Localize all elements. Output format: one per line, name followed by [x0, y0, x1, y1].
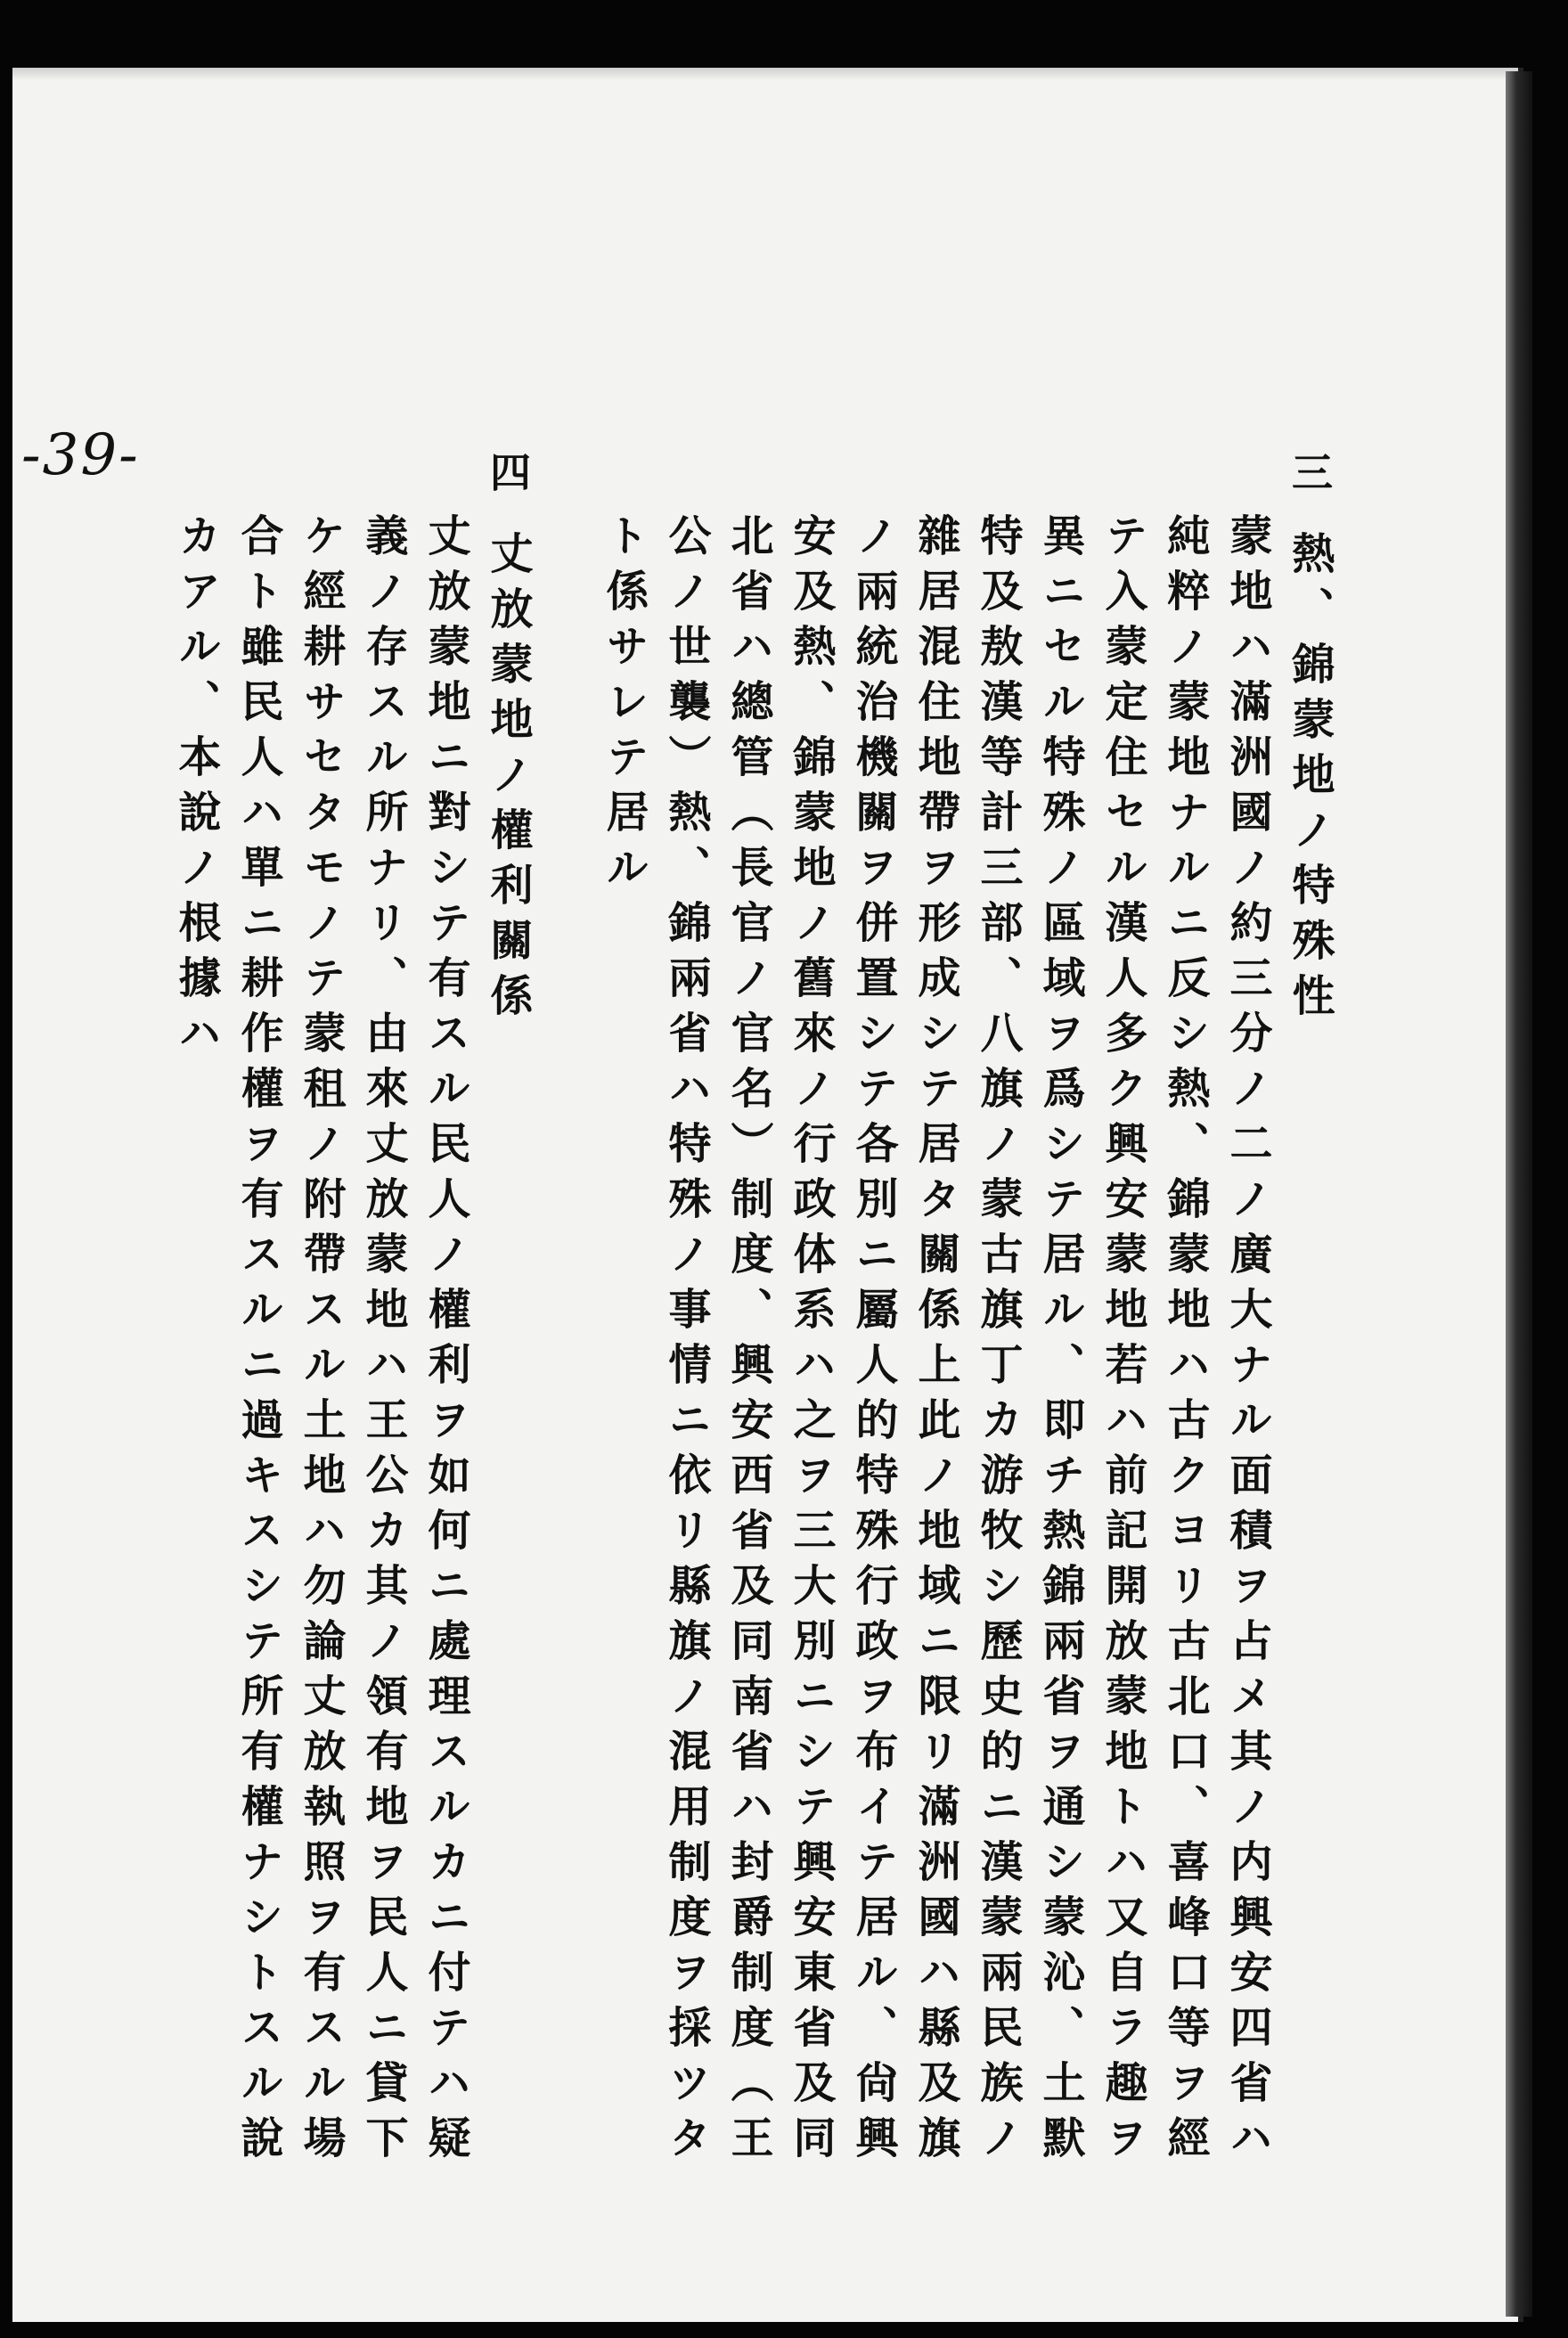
section-3-line: テ入蒙定住セル漢人多ク興安蒙地若ハ前記開放蒙地トハ又自ラ趣ヲ [1098, 513, 1147, 2170]
section-3-line: 蒙地ハ滿洲國ノ約三分ノ二ノ廣大ナル面積ヲ占メ其ノ内興安四省ハ [1222, 513, 1272, 2170]
section-4-marker: 四 [484, 451, 532, 504]
section-4-line: ケ經耕サセタモノテ蒙租ノ附帶スル土地ハ勿論丈放執照ヲ有スル場 [296, 513, 346, 2170]
section-3-line: 北省ハ總管（長官ノ官名）制度、興安西省及同南省ハ封爵制度（王 [723, 513, 773, 2170]
page-top-edge [12, 68, 1518, 80]
section-3-heading: 熱、錦蒙地ノ特殊性 [1285, 531, 1335, 1028]
section-4-line: 丈放蒙地ニ對シテ有スル民人ノ權利ヲ如何ニ處理スルカニ付テハ疑 [421, 513, 470, 2170]
section-3-line: 異ニセル特殊ノ區域ヲ爲シテ居ル、即チ熱錦兩省ヲ通シ蒙沁、土默 [1035, 513, 1085, 2170]
book-spine-shadow [1506, 71, 1532, 2317]
section-4-line: 合ト雖民人ハ單ニ耕作權ヲ有スルニ過キスシテ所有權ナシトスル說 [233, 513, 283, 2170]
section-3-line: 安及熱、錦蒙地ノ舊來ノ行政体系ハ之ヲ三大別ニシテ興安東省及同 [786, 513, 836, 2170]
section-3-line: ト係サレテ居ル [599, 513, 649, 900]
section-4-heading: 丈放蒙地ノ權利關係 [483, 531, 533, 1028]
section-3-line: 雜居混住地帶ヲ形成シテ居タ關係上此ノ地域ニ限リ滿洲國ハ縣及旗 [911, 513, 960, 2170]
section-3-line: ノ兩統治機關ヲ併置シテ各別ニ屬人的特殊行政ヲ布イテ居ル、尙興 [848, 513, 898, 2170]
section-3-line: 特及敖漢等計三部、八旗ノ蒙古旗丁カ游牧シ歷史的ニ漢蒙兩民族ノ [973, 513, 1023, 2170]
section-3-line: 純粹ノ蒙地ナルニ反シ熱、錦蒙地ハ古クヨリ古北口、喜峰口等ヲ經 [1160, 513, 1210, 2170]
section-4-line: 義ノ存スル所ナリ、由來丈放蒙地ハ王公カ其ノ領有地ヲ民人ニ貸下 [358, 513, 408, 2170]
section-4-line: カアル、本說ノ根據ハ [171, 513, 221, 1066]
section-3-marker: 三 [1286, 451, 1334, 504]
section-3-line: 公ノ世襲）熱、錦兩省ハ特殊ノ事情ニ依リ縣旗ノ混用制度ヲ採ツタ [661, 513, 711, 2170]
document-page [12, 68, 1523, 2322]
page-number: -39- [21, 422, 140, 488]
